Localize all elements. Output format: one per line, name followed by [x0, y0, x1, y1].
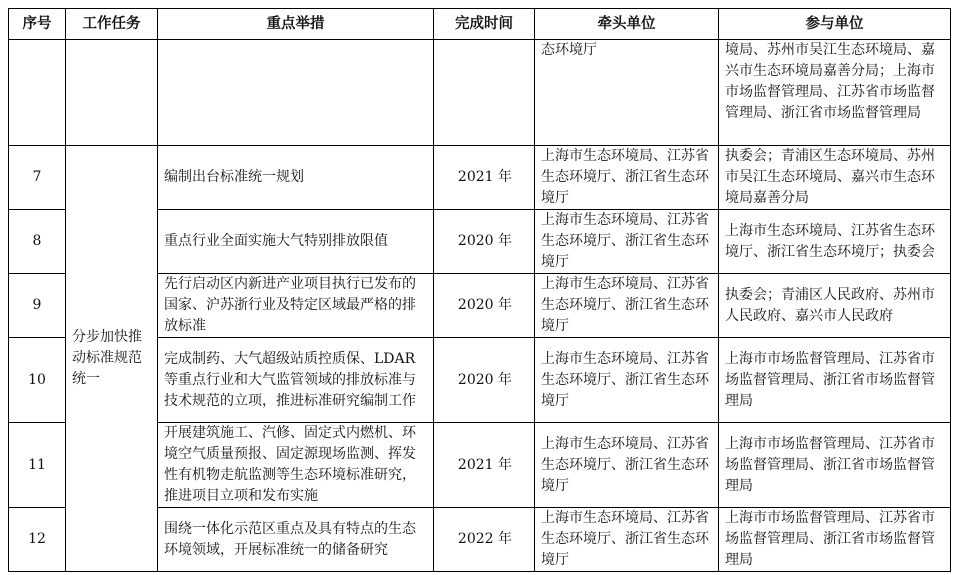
group-task-cell: 分步加快推动标准规范统一	[66, 146, 158, 572]
row-seq: 12	[9, 508, 66, 572]
row-partner: 执委会；青浦区人民政府、苏州市人民政府、嘉兴市人民政府	[719, 274, 951, 338]
row-seq: 8	[9, 210, 66, 274]
header-deadline: 完成时间	[434, 9, 535, 40]
row-partner: 上海市市场监督管理局、江苏省市场监督管理局、浙江省市场监督管理局	[719, 508, 951, 572]
row-lead: 上海市生态环境局、江苏省生态环境厅、浙江省生态环境厅	[535, 274, 719, 338]
row-seq: 11	[9, 423, 66, 508]
row-measure: 编制出台标准统一规划	[158, 146, 434, 210]
row-lead: 上海市生态环境局、江苏省生态环境厅、浙江省生态环境厅	[535, 508, 719, 572]
row-measure: 重点行业全面实施大气特别排放限值	[158, 210, 434, 274]
continuation-deadline-cell	[434, 40, 535, 146]
header-measure: 重点举措	[158, 9, 434, 40]
row-deadline: 2020 年	[434, 338, 535, 423]
header-task: 工作任务	[66, 9, 158, 40]
row-lead: 上海市生态环境局、江苏省生态环境厅、浙江省生态环境厅	[535, 423, 719, 508]
continuation-partner-cell: 境局、苏州市吴江生态环境局、嘉兴市生态环境局嘉善分局；上海市市场监督管理局、江苏省市场监督管理局、浙江省市场监督管理局	[719, 40, 951, 146]
row-partner: 上海市市场监督管理局、江苏省市场监督管理局、浙江省市场监督管理局	[719, 338, 951, 423]
row-measure: 完成制药、大气超级站质控质保、LDAR等重点行业和大气监管领域的排放标准与技术规范的立项，推进标准研究编制工作	[158, 338, 434, 423]
row-deadline: 2021 年	[434, 146, 535, 210]
row-partner: 执委会；青浦区生态环境局、苏州市吴江生态环境局、嘉兴市生态环境局嘉善分局	[719, 146, 951, 210]
row-partner: 上海市市场监督管理局、江苏省市场监督管理局、浙江省市场监督管理局	[719, 423, 951, 508]
header-seq: 序号	[9, 9, 66, 40]
row-lead: 上海市生态环境局、江苏省生态环境厅、浙江省生态环境厅	[535, 338, 719, 423]
header-partner: 参与单位	[719, 9, 951, 40]
row-measure: 先行启动区内新进产业项目执行已发布的国家、沪苏浙行业及特定区域最严格的排放标准	[158, 274, 434, 338]
continuation-task-cell	[66, 40, 158, 146]
row-seq: 7	[9, 146, 66, 210]
row-seq: 9	[9, 274, 66, 338]
continuation-row	[9, 40, 951, 146]
row-measure: 围绕一体化示范区重点及具有特点的生态环境领域，开展标准统一的储备研究	[158, 508, 434, 572]
row-measure: 开展建筑施工、汽修、固定式内燃机、环境空气质量预报、固定源现场监测、挥发性有机物走航监测等生态环境标准研究，推进项目立项和发布实施	[158, 423, 434, 508]
row-lead: 上海市生态环境局、江苏省生态环境厅、浙江省生态环境厅	[535, 210, 719, 274]
row-deadline: 2021 年	[434, 423, 535, 508]
header-lead: 牵头单位	[535, 9, 719, 40]
row-seq: 10	[9, 338, 66, 423]
continuation-measure-cell	[158, 40, 434, 146]
task-table	[8, 8, 951, 572]
continuation-lead-cell: 态环境厅	[535, 40, 719, 146]
row-partner: 上海市生态环境局、江苏省生态环境厅、浙江省生态环境厅；执委会	[719, 210, 951, 274]
continuation-seq-cell	[9, 40, 66, 146]
table-row	[9, 146, 951, 210]
row-deadline: 2020 年	[434, 210, 535, 274]
header-row	[9, 9, 951, 40]
row-deadline: 2022 年	[434, 508, 535, 572]
row-deadline: 2020 年	[434, 274, 535, 338]
row-lead: 上海市生态环境局、江苏省生态环境厅、浙江省生态环境厅	[535, 146, 719, 210]
